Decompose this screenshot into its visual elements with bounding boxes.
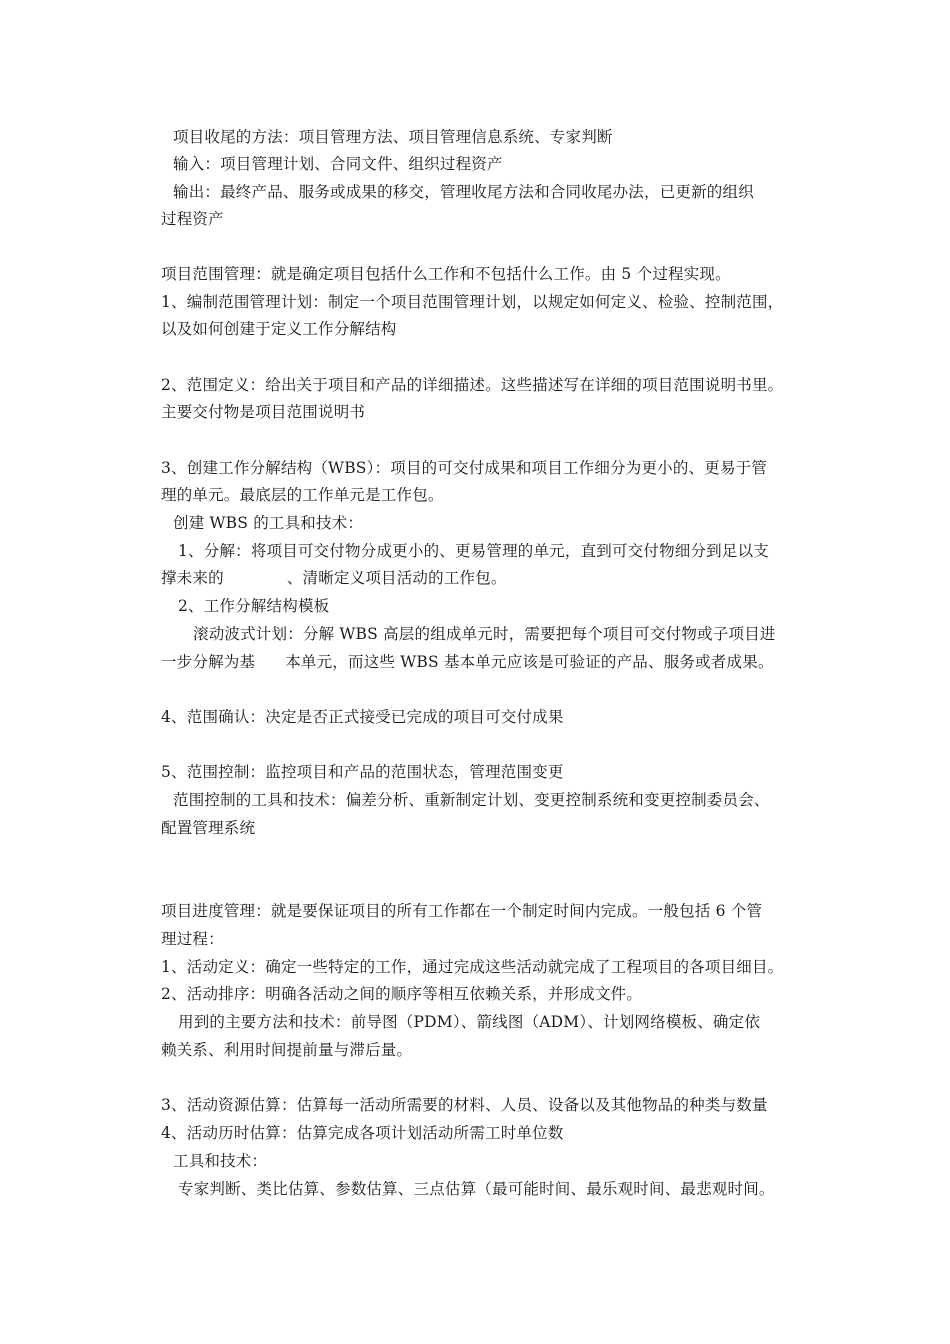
- text-line: 用到的主要方法和技术：前导图（PDM）、箭线图（ADM）、计划网络模板、确定依: [178, 1013, 761, 1031]
- text-line: 4、范围确认：决定是否正式接受已完成的项目可交付成果: [161, 708, 564, 726]
- text-line: 项目范围管理：就是确定项目包括什么工作和不包括什么工作。由 5 个过程实现。: [161, 265, 731, 283]
- text-line: 理过程：: [161, 930, 224, 948]
- text-line: 1、分解：将项目可交付物分成更小的、更易管理的单元，直到可交付物细分到足以支: [178, 542, 769, 560]
- text-line: 以及如何创建于定义工作分解结构: [161, 320, 397, 338]
- text-line: 创建 WBS 的工具和技术：: [173, 514, 364, 532]
- text-line: 5、范围控制：监控项目和产品的范围状态，管理范围变更: [161, 763, 564, 781]
- text-line: 1、编制范围管理计划：制定一个项目范围管理计划，以规定如何定义、检验、控制范围，: [161, 293, 784, 311]
- text-fragment: 本单元，而这些 WBS 基本单元应该是可验证的产品、服务或者成果。: [285, 653, 774, 671]
- text-line: 4、活动历时估算：估算完成各项计划活动所需工时单位数: [161, 1124, 564, 1142]
- text-line: [161, 652, 821, 672]
- text-line: [161, 568, 821, 588]
- text-line: 输出：最终产品、服务或成果的移交，管理收尾方法和合同收尾办法，已更新的组织: [173, 183, 754, 201]
- text-line: 1、活动定义：确定一些特定的工作，通过完成这些活动就完成了工程项目的各项目细目。: [161, 958, 784, 976]
- text-fragment: 撑未来的: [161, 569, 224, 587]
- text-line: 项目进度管理：就是要保证项目的所有工作都在一个制定时间内完成。一般包括 6 个管: [161, 902, 763, 920]
- text-line: 2、活动排序：明确各活动之间的顺序等相互依赖关系，并形成文件。: [161, 985, 643, 1003]
- text-line: 项目收尾的方法：项目管理方法、项目管理信息系统、专家判断: [173, 128, 613, 146]
- text-line: 赖关系、利用时间提前量与滞后量。: [161, 1041, 413, 1059]
- text-line: 主要交付物是项目范围说明书: [161, 403, 366, 421]
- text-line: 范围控制的工具和技术：偏差分析、重新制定计划、变更控制系统和变更控制委员会、: [173, 791, 770, 809]
- text-line: 2、工作分解结构模板: [178, 597, 330, 615]
- text-line: 滚动波式计划：分解 WBS 高层的组成单元时，需要把每个项目可交付物或子项目进: [193, 625, 776, 643]
- text-fragment: 一步分解为基: [161, 653, 256, 671]
- text-fragment: 、清晰定义项目活动的工作包。: [286, 569, 507, 587]
- text-line: 配置管理系统: [161, 819, 256, 837]
- text-line: 输入：项目管理计划、合同文件、组织过程资产: [173, 155, 503, 173]
- text-line: 3、创建工作分解结构（WBS）：项目的可交付成果和项目工作细分为更小的、更易于管: [161, 459, 768, 477]
- text-line: 工具和技术：: [173, 1152, 268, 1170]
- text-line: 3、活动资源估算：估算每一活动所需要的材料、人员、设备以及其他物品的种类与数量: [161, 1096, 768, 1114]
- text-line: 专家判断、类比估算、参数估算、三点估算（最可能时间、最乐观时间、最悲观时间。: [178, 1180, 775, 1198]
- text-line: 理的单元。最底层的工作单元是工作包。: [161, 486, 444, 504]
- text-line: 2、范围定义：给出关于项目和产品的详细描述。这些描述写在详细的项目范围说明书里。: [161, 376, 784, 394]
- text-line: 过程资产: [161, 210, 224, 228]
